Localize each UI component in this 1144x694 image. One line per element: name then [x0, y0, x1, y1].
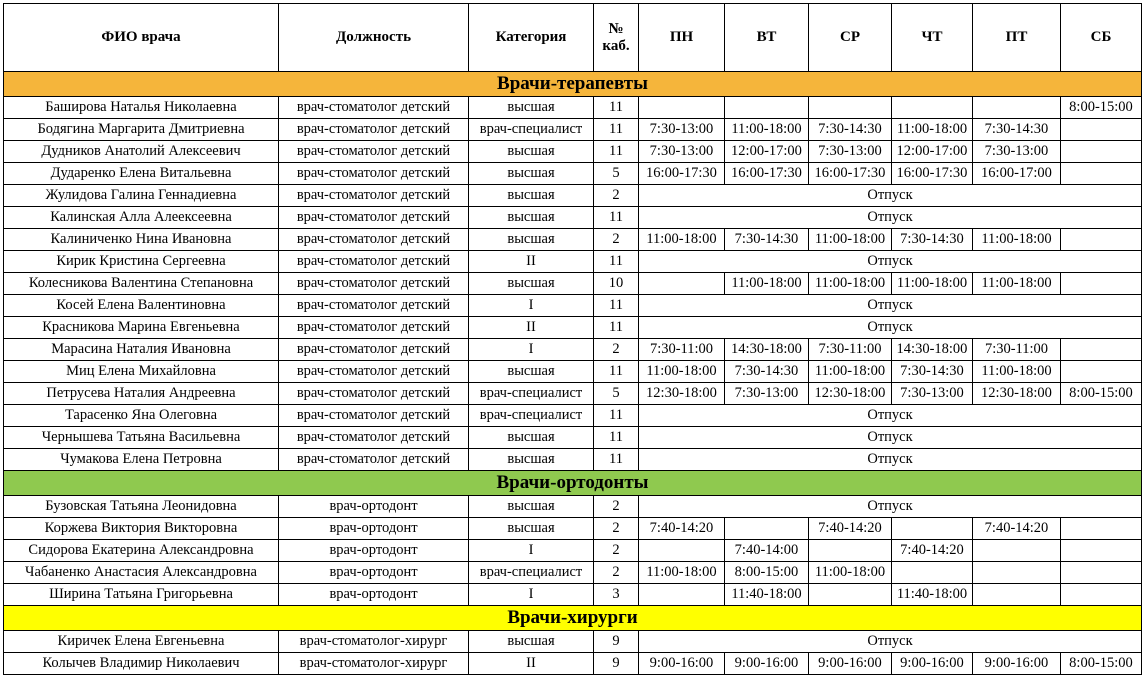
schedule-cell-tue: 9:00-16:00: [725, 653, 809, 675]
doctor-category: высшая: [469, 496, 594, 518]
room-number: 2: [594, 339, 639, 361]
table-row: [4, 518, 1142, 540]
doctor-position: врач-стоматолог детский: [279, 141, 469, 163]
schedule-cell-tue: 11:40-18:00: [725, 584, 809, 606]
doctor-category: высшая: [469, 163, 594, 185]
doctor-category: врач-специалист: [469, 383, 594, 405]
room-number: 11: [594, 361, 639, 383]
vacation-cell: Отпуск: [639, 427, 1142, 449]
schedule-cell-tue: [725, 518, 809, 540]
section-header: [4, 606, 1142, 631]
table-row: [4, 361, 1142, 383]
doctor-position: врач-ортодонт: [279, 562, 469, 584]
header-day-mon: ПН: [639, 4, 725, 72]
doctor-name: Жулидова Галина Геннадиевна: [4, 185, 279, 207]
schedule-cell-wed: 11:00-18:00: [809, 229, 892, 251]
room-number: 3: [594, 584, 639, 606]
schedule-cell-wed: 11:00-18:00: [809, 361, 892, 383]
doctor-position: врач-стоматолог детский: [279, 449, 469, 471]
table-row: [4, 383, 1142, 405]
table-row: [4, 449, 1142, 471]
doctor-category: I: [469, 295, 594, 317]
doctor-name: Чумакова Елена Петровна: [4, 449, 279, 471]
table-row: [4, 185, 1142, 207]
schedule-cell-sat: 8:00-15:00: [1061, 97, 1142, 119]
schedule-document: [3, 3, 1142, 675]
table-row: [4, 273, 1142, 295]
doctor-name: Кирик Кристина Сергеевна: [4, 251, 279, 273]
doctor-name: Чернышева Татьяна Васильевна: [4, 427, 279, 449]
doctor-category: высшая: [469, 518, 594, 540]
table-row: [4, 119, 1142, 141]
doctor-position: врач-стоматолог детский: [279, 119, 469, 141]
schedule-cell-sat: [1061, 273, 1142, 295]
schedule-cell-mon: 9:00-16:00: [639, 653, 725, 675]
schedule-cell-fri: 9:00-16:00: [973, 653, 1061, 675]
schedule-cell-thu: 7:40-14:20: [892, 540, 973, 562]
schedule-cell-sat: [1061, 518, 1142, 540]
schedule-cell-wed: [809, 540, 892, 562]
table-row: [4, 163, 1142, 185]
doctor-category: II: [469, 251, 594, 273]
doctor-category: высшая: [469, 97, 594, 119]
doctor-category: II: [469, 317, 594, 339]
schedule-cell-mon: 11:00-18:00: [639, 229, 725, 251]
room-number: 11: [594, 295, 639, 317]
doctor-category: высшая: [469, 229, 594, 251]
schedule-cell-tue: 11:00-18:00: [725, 119, 809, 141]
doctor-position: врач-стоматолог детский: [279, 273, 469, 295]
schedule-cell-wed: 12:30-18:00: [809, 383, 892, 405]
schedule-cell-wed: [809, 584, 892, 606]
table-row: [4, 317, 1142, 339]
doctor-name: Миц Елена Михайловна: [4, 361, 279, 383]
schedule-cell-wed: 16:00-17:30: [809, 163, 892, 185]
doctor-name: Колесникова Валентина Степановна: [4, 273, 279, 295]
schedule-cell-mon: [639, 584, 725, 606]
schedule-cell-sat: 8:00-15:00: [1061, 383, 1142, 405]
doctor-name: Красникова Марина Евгеньевна: [4, 317, 279, 339]
schedule-cell-fri: 7:40-14:20: [973, 518, 1061, 540]
vacation-cell: Отпуск: [639, 295, 1142, 317]
table-row: [4, 405, 1142, 427]
doctor-position: врач-стоматолог детский: [279, 163, 469, 185]
room-number: 2: [594, 562, 639, 584]
schedule-cell-thu: 7:30-14:30: [892, 229, 973, 251]
schedule-cell-sat: [1061, 119, 1142, 141]
header-name: ФИО врача: [4, 4, 279, 72]
doctor-name: Дудников Анатолий Алексеевич: [4, 141, 279, 163]
table-row: [4, 584, 1142, 606]
doctor-name: Дударенко Елена Витальевна: [4, 163, 279, 185]
doctor-position: врач-стоматолог детский: [279, 251, 469, 273]
section-header: [4, 72, 1142, 97]
doctor-name: Калинская Алла Алеексеевна: [4, 207, 279, 229]
schedule-cell-fri: [973, 562, 1061, 584]
schedule-cell-thu: 11:00-18:00: [892, 273, 973, 295]
doctor-name: Киричек Елена Евгеньевна: [4, 631, 279, 653]
doctor-category: I: [469, 540, 594, 562]
doctor-name: Чабаненко Анастасия Александровна: [4, 562, 279, 584]
schedule-cell-sat: [1061, 562, 1142, 584]
schedule-cell-wed: 7:30-13:00: [809, 141, 892, 163]
doctor-category: высшая: [469, 449, 594, 471]
section-title: Врачи-ортодонты: [4, 471, 1142, 496]
room-number: 9: [594, 631, 639, 653]
schedule-cell-thu: 14:30-18:00: [892, 339, 973, 361]
doctor-position: врач-стоматолог детский: [279, 229, 469, 251]
schedule-cell-thu: 12:00-17:00: [892, 141, 973, 163]
schedule-cell-fri: [973, 540, 1061, 562]
doctor-position: врач-стоматолог-хирург: [279, 631, 469, 653]
schedule-cell-fri: 11:00-18:00: [973, 273, 1061, 295]
schedule-cell-sat: [1061, 229, 1142, 251]
header-day-tue: ВТ: [725, 4, 809, 72]
room-number: 11: [594, 427, 639, 449]
table-row: [4, 251, 1142, 273]
header-position: Должность: [279, 4, 469, 72]
room-number: 11: [594, 405, 639, 427]
doctor-category: врач-специалист: [469, 119, 594, 141]
schedule-cell-tue: 16:00-17:30: [725, 163, 809, 185]
schedule-cell-mon: 7:40-14:20: [639, 518, 725, 540]
schedule-cell-sat: [1061, 339, 1142, 361]
schedule-cell-wed: 9:00-16:00: [809, 653, 892, 675]
schedule-cell-tue: 7:30-13:00: [725, 383, 809, 405]
schedule-cell-thu: 16:00-17:30: [892, 163, 973, 185]
doctor-category: высшая: [469, 427, 594, 449]
doctor-schedule-table: [3, 3, 1142, 675]
schedule-cell-tue: 14:30-18:00: [725, 339, 809, 361]
header-day-wed: СР: [809, 4, 892, 72]
vacation-cell: Отпуск: [639, 405, 1142, 427]
schedule-cell-mon: 7:30-13:00: [639, 141, 725, 163]
schedule-cell-mon: 12:30-18:00: [639, 383, 725, 405]
header-row: [4, 4, 1142, 72]
room-number: 11: [594, 207, 639, 229]
doctor-category: высшая: [469, 185, 594, 207]
doctor-position: врач-стоматолог-хирург: [279, 653, 469, 675]
table-row: [4, 496, 1142, 518]
doctor-name: Коржева Виктория Викторовна: [4, 518, 279, 540]
room-number: 11: [594, 119, 639, 141]
doctor-position: врач-ортодонт: [279, 518, 469, 540]
room-number: 11: [594, 97, 639, 119]
schedule-cell-sat: [1061, 163, 1142, 185]
vacation-cell: Отпуск: [639, 449, 1142, 471]
table-row: [4, 562, 1142, 584]
table-row: [4, 229, 1142, 251]
schedule-cell-tue: 7:30-14:30: [725, 229, 809, 251]
doctor-category: I: [469, 584, 594, 606]
schedule-cell-wed: 7:30-14:30: [809, 119, 892, 141]
schedule-cell-fri: 12:30-18:00: [973, 383, 1061, 405]
room-number: 11: [594, 141, 639, 163]
schedule-cell-mon: 16:00-17:30: [639, 163, 725, 185]
schedule-cell-sat: [1061, 584, 1142, 606]
doctor-category: врач-специалист: [469, 562, 594, 584]
room-number: 2: [594, 540, 639, 562]
doctor-name: Марасина Наталия Ивановна: [4, 339, 279, 361]
room-number: 2: [594, 496, 639, 518]
vacation-cell: Отпуск: [639, 317, 1142, 339]
table-row: [4, 540, 1142, 562]
schedule-cell-thu: 7:30-13:00: [892, 383, 973, 405]
schedule-cell-fri: 16:00-17:00: [973, 163, 1061, 185]
schedule-cell-mon: [639, 540, 725, 562]
schedule-cell-tue: [725, 97, 809, 119]
vacation-cell: Отпуск: [639, 631, 1142, 653]
doctor-position: врач-стоматолог детский: [279, 339, 469, 361]
doctor-position: врач-стоматолог детский: [279, 361, 469, 383]
table-row: [4, 141, 1142, 163]
vacation-cell: Отпуск: [639, 207, 1142, 229]
schedule-cell-mon: 7:30-13:00: [639, 119, 725, 141]
header-room: № каб.: [594, 4, 639, 72]
doctor-category: высшая: [469, 141, 594, 163]
section-title: Врачи-терапевты: [4, 72, 1142, 97]
doctor-position: врач-стоматолог детский: [279, 185, 469, 207]
schedule-cell-fri: 7:30-14:30: [973, 119, 1061, 141]
vacation-cell: Отпуск: [639, 185, 1142, 207]
vacation-cell: Отпуск: [639, 496, 1142, 518]
table-row: [4, 339, 1142, 361]
schedule-cell-tue: 7:30-14:30: [725, 361, 809, 383]
table-row: [4, 207, 1142, 229]
doctor-name: Ширина Татьяна Григорьевна: [4, 584, 279, 606]
schedule-cell-fri: 11:00-18:00: [973, 229, 1061, 251]
schedule-cell-thu: 11:00-18:00: [892, 119, 973, 141]
doctor-name: Косей Елена Валентиновна: [4, 295, 279, 317]
room-number: 11: [594, 317, 639, 339]
doctor-category: высшая: [469, 631, 594, 653]
schedule-cell-mon: 11:00-18:00: [639, 361, 725, 383]
schedule-cell-thu: [892, 97, 973, 119]
section-title: Врачи-хирурги: [4, 606, 1142, 631]
schedule-cell-fri: 7:30-11:00: [973, 339, 1061, 361]
table-row: [4, 427, 1142, 449]
schedule-cell-tue: 8:00-15:00: [725, 562, 809, 584]
doctor-position: врач-ортодонт: [279, 584, 469, 606]
schedule-cell-wed: 11:00-18:00: [809, 562, 892, 584]
schedule-cell-thu: 7:30-14:30: [892, 361, 973, 383]
room-number: 2: [594, 185, 639, 207]
schedule-cell-mon: [639, 97, 725, 119]
doctor-category: врач-специалист: [469, 405, 594, 427]
doctor-position: врач-стоматолог детский: [279, 295, 469, 317]
doctor-name: Петрусева Наталия Андреевна: [4, 383, 279, 405]
table-body: [4, 72, 1142, 675]
schedule-cell-wed: 11:00-18:00: [809, 273, 892, 295]
schedule-cell-fri: [973, 97, 1061, 119]
doctor-name: Тарасенко Яна Олеговна: [4, 405, 279, 427]
doctor-position: врач-стоматолог детский: [279, 405, 469, 427]
schedule-cell-thu: [892, 518, 973, 540]
schedule-cell-wed: 7:30-11:00: [809, 339, 892, 361]
schedule-cell-tue: 7:40-14:00: [725, 540, 809, 562]
doctor-position: врач-ортодонт: [279, 496, 469, 518]
room-number: 11: [594, 251, 639, 273]
doctor-position: врач-стоматолог детский: [279, 207, 469, 229]
room-number: 11: [594, 449, 639, 471]
room-number: 2: [594, 518, 639, 540]
table-row: [4, 295, 1142, 317]
schedule-cell-mon: [639, 273, 725, 295]
schedule-cell-fri: [973, 584, 1061, 606]
doctor-name: Калиниченко Нина Ивановна: [4, 229, 279, 251]
section-header: [4, 471, 1142, 496]
doctor-category: II: [469, 653, 594, 675]
doctor-name: Колычев Владимир Николаевич: [4, 653, 279, 675]
table-row: [4, 97, 1142, 119]
doctor-name: Бодягина Маргарита Дмитриевна: [4, 119, 279, 141]
doctor-name: Баширова Наталья Николаевна: [4, 97, 279, 119]
room-number: 5: [594, 163, 639, 185]
schedule-cell-fri: 11:00-18:00: [973, 361, 1061, 383]
doctor-category: высшая: [469, 361, 594, 383]
header-category: Категория: [469, 4, 594, 72]
room-number: 5: [594, 383, 639, 405]
doctor-position: врач-ортодонт: [279, 540, 469, 562]
schedule-cell-thu: [892, 562, 973, 584]
table-row: [4, 631, 1142, 653]
doctor-position: врач-стоматолог детский: [279, 97, 469, 119]
schedule-cell-tue: 11:00-18:00: [725, 273, 809, 295]
room-number: 10: [594, 273, 639, 295]
schedule-cell-tue: 12:00-17:00: [725, 141, 809, 163]
doctor-position: врач-стоматолог детский: [279, 383, 469, 405]
doctor-position: врач-стоматолог детский: [279, 427, 469, 449]
header-day-sat: СБ: [1061, 4, 1142, 72]
schedule-cell-sat: [1061, 141, 1142, 163]
schedule-cell-wed: [809, 97, 892, 119]
doctor-name: Сидорова Екатерина Александровна: [4, 540, 279, 562]
schedule-cell-thu: 9:00-16:00: [892, 653, 973, 675]
schedule-cell-sat: [1061, 540, 1142, 562]
vacation-cell: Отпуск: [639, 251, 1142, 273]
schedule-cell-mon: 11:00-18:00: [639, 562, 725, 584]
header-day-fri: ПТ: [973, 4, 1061, 72]
schedule-cell-wed: 7:40-14:20: [809, 518, 892, 540]
doctor-category: высшая: [469, 207, 594, 229]
table-row: [4, 653, 1142, 675]
header-day-thu: ЧТ: [892, 4, 973, 72]
schedule-cell-thu: 11:40-18:00: [892, 584, 973, 606]
doctor-name: Бузовская Татьяна Леонидовна: [4, 496, 279, 518]
schedule-cell-sat: 8:00-15:00: [1061, 653, 1142, 675]
doctor-category: I: [469, 339, 594, 361]
schedule-cell-fri: 7:30-13:00: [973, 141, 1061, 163]
doctor-position: врач-стоматолог детский: [279, 317, 469, 339]
room-number: 2: [594, 229, 639, 251]
schedule-cell-mon: 7:30-11:00: [639, 339, 725, 361]
room-number: 9: [594, 653, 639, 675]
schedule-cell-sat: [1061, 361, 1142, 383]
doctor-category: высшая: [469, 273, 594, 295]
